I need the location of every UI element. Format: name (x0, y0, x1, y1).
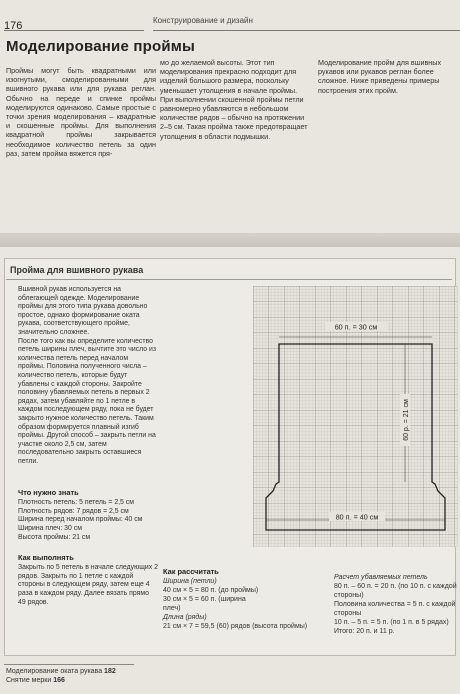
cross-references (6, 667, 116, 685)
calc-decrease-line: 80 п. – 60 п. = 20 п. (по 10 п. с каждой стороны) (334, 583, 457, 599)
know-item: Высота проймы: 21 см (18, 533, 91, 541)
page-fold (0, 233, 460, 247)
calc-width-line: 30 см × 5 = 60 п. (ширина плеч) (163, 596, 246, 612)
calc-decrease-block (334, 573, 458, 636)
calc-decrease-line: 10 п. – 5 п. = 5 п. (по 1 п. в 5 рядах) (334, 619, 449, 626)
grid-label-side: 60 р. = 21 см (403, 399, 410, 441)
know-item: Плотность рядов: 7 рядов = 2,5 см (18, 507, 129, 515)
calc-width-line: 40 см × 5 = 80 п. (до проймы) (163, 587, 259, 594)
text-column-2: мо до желаемой высоты. Этот тип моделирования прекрасно подходит для изделий большого размера, поскольку уменьшает утолщения в начале проймы. При выполнении скошенной проймы петли равномерно убавляются в небольшом количестве рядов – обычно на протяжении 2–5 см. Такая пройма также предотвращает утолщения в области подмышки. (160, 58, 308, 141)
know-heading: Что нужно знать (18, 488, 79, 497)
footer-link-sleeve[interactable]: Моделирование оката рукава 182 (6, 668, 116, 675)
calc-width-block (163, 577, 263, 613)
text-column-3: Моделирование пройм для вшивных рукавов или рукавов реглан более сложное. Ниже приведены примеры построения этих пройм. (318, 58, 442, 95)
do-text: Закрыть по 5 петель в начале следующих 2 рядов. Закрыть по 1 петле с каждой стороны в следующем ряду, затем еще 4 раза в каждом ряду. Далее вязать прямо 49 рядов. (18, 564, 158, 606)
box-intro-text: Вшивной рукав используется на облегающей одежде. Моделирование проймы для этого типа рукава довольно простое, однако формирование оката рукава, соответствующего пройме, значительно сложнее. После того как вы определите количество петель ширины плеч, вычтите это число из количества петель перед началом проймы. Половина полученного числа – количество петель, которые будут убавлены с каждой стороны. Закройте половину убавляемых петель в первых 2 рядах, затем убавляйте по 1 петле в каждом последующем ряду, пока не будет закрыто нужное количество петель. Таким образом формируется плавный изгиб проймы. Другой способ – закрыть петли на участке около 2,5 см, затем последовательно закрыть оставшиеся петли. (18, 286, 157, 465)
header-rule (153, 30, 460, 31)
grid-label-bottom: 80 п. = 40 см (335, 512, 379, 522)
calc-width-label: Ширина (петли) (163, 578, 217, 585)
box-title: Пройма для вшивного рукава (10, 265, 144, 275)
do-heading: Как выполнять (18, 553, 74, 562)
text-column-1: Проймы могут быть квадратными или изогнутыми, смоделированными для вшивного рукава или для рукава реглан. Обычно на переде и спинке проймы моделируются одинаково. Самые простые с точки зрения моделирования – квадратные и скошенные проймы. Для выполнения квадратной проймы закрывается необходимое количество петель за один раз, затем пройма вяжется пря- (6, 66, 156, 158)
calc-length-label: Длина (ряды) (163, 614, 207, 621)
calc-length-block (163, 613, 313, 631)
know-list (18, 499, 158, 543)
knitting-grid-chart (253, 286, 458, 547)
calc-length-line: 21 см × 7 = 59,5 (60) рядов (высота проймы) (163, 623, 308, 630)
grid-label-top: 60 п. = 30 см (334, 322, 378, 332)
know-item: Ширина плеч: 30 см (18, 525, 82, 533)
know-item: Плотность петель: 5 петель = 2,5 см (18, 499, 134, 506)
footer-link-measure[interactable]: Снятие мерки 166 (6, 677, 65, 684)
footer-rule (4, 664, 134, 665)
header-rule-left (4, 30, 144, 31)
calc-decrease-label: Расчет убавляемых петель (334, 574, 428, 581)
box-title-rule (6, 279, 452, 280)
page-number: 176 (4, 20, 23, 32)
section-header: Конструирование и дизайн (153, 16, 253, 25)
know-item: Ширина перед началом проймы: 40 см (18, 516, 143, 524)
calc-decrease-line: Половина количества = 5 п. с каждой стороны (334, 601, 456, 617)
grid-svg (253, 286, 458, 547)
calc-decrease-line: Итого: 20 п. и 11 р. (334, 628, 395, 635)
page-title: Моделирование проймы (6, 38, 196, 55)
calc-heading: Как рассчитать (163, 567, 219, 576)
